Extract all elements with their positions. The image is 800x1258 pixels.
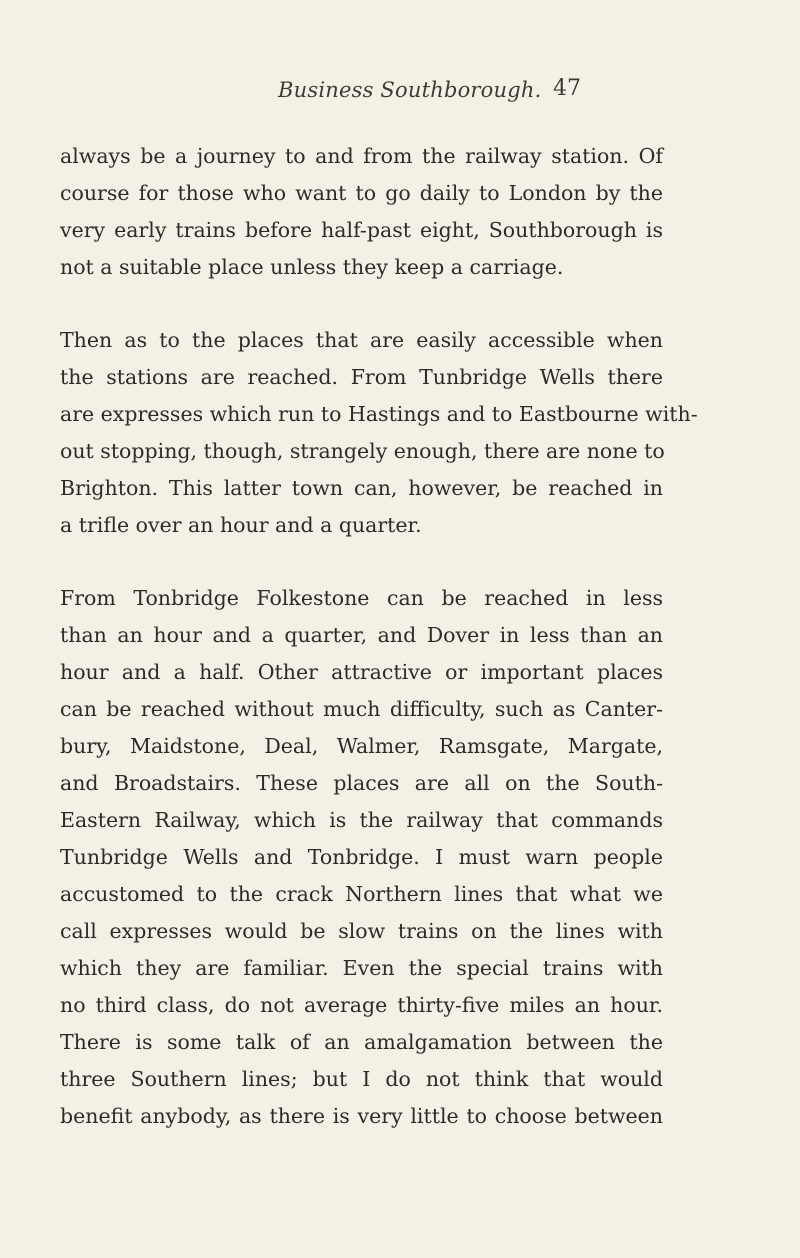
text-line: the stations are reached. From Tunbridge Wells there (60, 365, 663, 389)
text-line: benefit anybody, as there is very little to choose between (60, 1104, 663, 1128)
text-line: are expresses which run to Hastings and to Eastbourne with- (60, 402, 698, 426)
text-line: and Broadstairs. These places are all on the South- (60, 771, 663, 795)
text-line: always be a journey to and from the railway station. Of (60, 144, 663, 168)
text-line: can be reached without much difficulty, such as Canter- (60, 697, 663, 721)
text-line: hour and a half. Other attractive or important places (60, 660, 663, 684)
body-text (60, 138, 698, 1135)
text-line: Tunbridge Wells and Tonbridge. I must warn people (60, 845, 663, 869)
text-line: three Southern lines; but I do not think that would (60, 1067, 663, 1091)
paragraph-gap (60, 544, 663, 580)
text-line: There is some talk of an amalgamation between the (60, 1030, 663, 1054)
running-title: Business Southborough. (278, 78, 542, 102)
running-header (0, 70, 800, 110)
page-number: 47 (553, 76, 581, 101)
text-line: bury, Maidstone, Deal, Walmer, Ramsgate, Margate, (60, 734, 663, 758)
text-line: out stopping, though, strangely enough, there are none to (60, 439, 665, 463)
paragraph-gap (60, 286, 663, 322)
text-line: From Tonbridge Folkestone can be reached in less (60, 586, 663, 610)
paragraph-3 (60, 580, 663, 1135)
text-line: a trifle over an hour and a quarter. (60, 513, 422, 537)
paragraph-2 (60, 322, 698, 544)
text-line: accustomed to the crack Northern lines that what we (60, 882, 663, 906)
paragraph-1 (60, 138, 663, 286)
text-line: course for those who want to go daily to London by the (60, 181, 663, 205)
text-line: Then as to the places that are easily accessible when (60, 328, 663, 352)
text-line: very early trains before half-past eight, Southborough is (60, 218, 663, 242)
text-line: Eastern Railway, which is the railway that commands (60, 808, 663, 832)
text-line: call expresses would be slow trains on the lines with (60, 919, 663, 943)
text-line: which they are familiar. Even the special trains with (60, 956, 663, 980)
text-line: not a suitable place unless they keep a carriage. (60, 255, 564, 279)
text-line: no third class, do not average thirty-five miles an hour. (60, 993, 663, 1017)
text-line: than an hour and a quarter, and Dover in less than an (60, 623, 663, 647)
text-line: Brighton. This latter town can, however, be reached in (60, 476, 663, 500)
